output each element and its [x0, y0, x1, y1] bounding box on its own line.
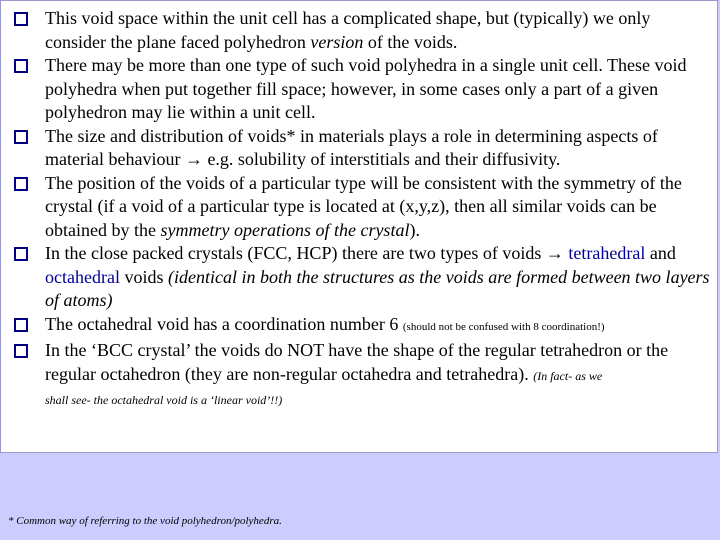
list-item — [14, 313, 714, 340]
footnote: * Common way of referring to the void polyhedron/polyhedra. — [8, 515, 282, 527]
bullet-text-italic: version — [310, 31, 364, 52]
square-bullet-icon — [14, 177, 28, 191]
list-item — [14, 54, 714, 125]
term-tetrahedral: tetrahedral — [568, 243, 646, 263]
square-bullet-icon — [14, 12, 28, 26]
square-bullet-icon — [14, 318, 28, 332]
list-item — [14, 339, 714, 410]
bullet-list — [14, 7, 714, 410]
square-bullet-icon — [14, 130, 28, 144]
bullet-text: The position of the voids of a particular type will be consistent with the symmetry of the crystal (if a void of a particular type is located at (x,y,z), then all similar voids can be obtained by the — [45, 172, 682, 240]
list-item — [14, 242, 714, 313]
bullet-text: In the close packed crystals (FCC, HCP) there are two types of voids → — [45, 243, 569, 263]
bullet-text: There may be more than one type of such void polyhedra in a single unit cell. These void polyhedra when put together fill space; however, in some cases only a part of a given polyhedron may lie within a unit cell. — [45, 55, 687, 122]
bullet-text: ). — [409, 219, 420, 240]
square-bullet-icon — [14, 247, 28, 261]
term-octahedral: octahedral — [45, 266, 120, 287]
bullet-note: (should not be confused with 8 coordination!) — [402, 320, 605, 333]
square-bullet-icon — [14, 59, 28, 73]
list-item — [14, 125, 714, 172]
square-bullet-icon — [14, 344, 28, 358]
bullet-text: In the ‘BCC crystal’ the voids do NOT have the shape of the regular tetrahedron or the regular octahedron (they are non-regular octahedra and tetrahedra). — [45, 340, 669, 384]
bullet-text: of the voids. — [363, 31, 458, 52]
bullet-text: The octahedral void has a coordination number 6 — [45, 313, 403, 334]
bullet-note-continued: shall see- the octahedral void is a ‘linear void’!!) — [45, 393, 283, 407]
list-item — [14, 172, 714, 243]
bullet-text: voids — [119, 266, 168, 287]
bullet-text-italic: (identical in both the structures as the voids are formed between two layers of atoms) — [45, 266, 710, 310]
list-item — [14, 7, 714, 54]
bullet-text: This void space within the unit cell has a complicated shape, but (typically) we only consider the plane faced polyhedron — [45, 8, 651, 52]
bullet-text-italic: symmetry operations of the crystal — [160, 219, 410, 240]
bullet-text: The size and distribution of voids* in materials plays a role in determining aspects of material behaviour → e.g. solubility of interstitials and their diffusivity. — [45, 125, 658, 169]
bullet-note: (In fact- as we — [533, 368, 603, 383]
bullet-text: and — [645, 243, 676, 263]
